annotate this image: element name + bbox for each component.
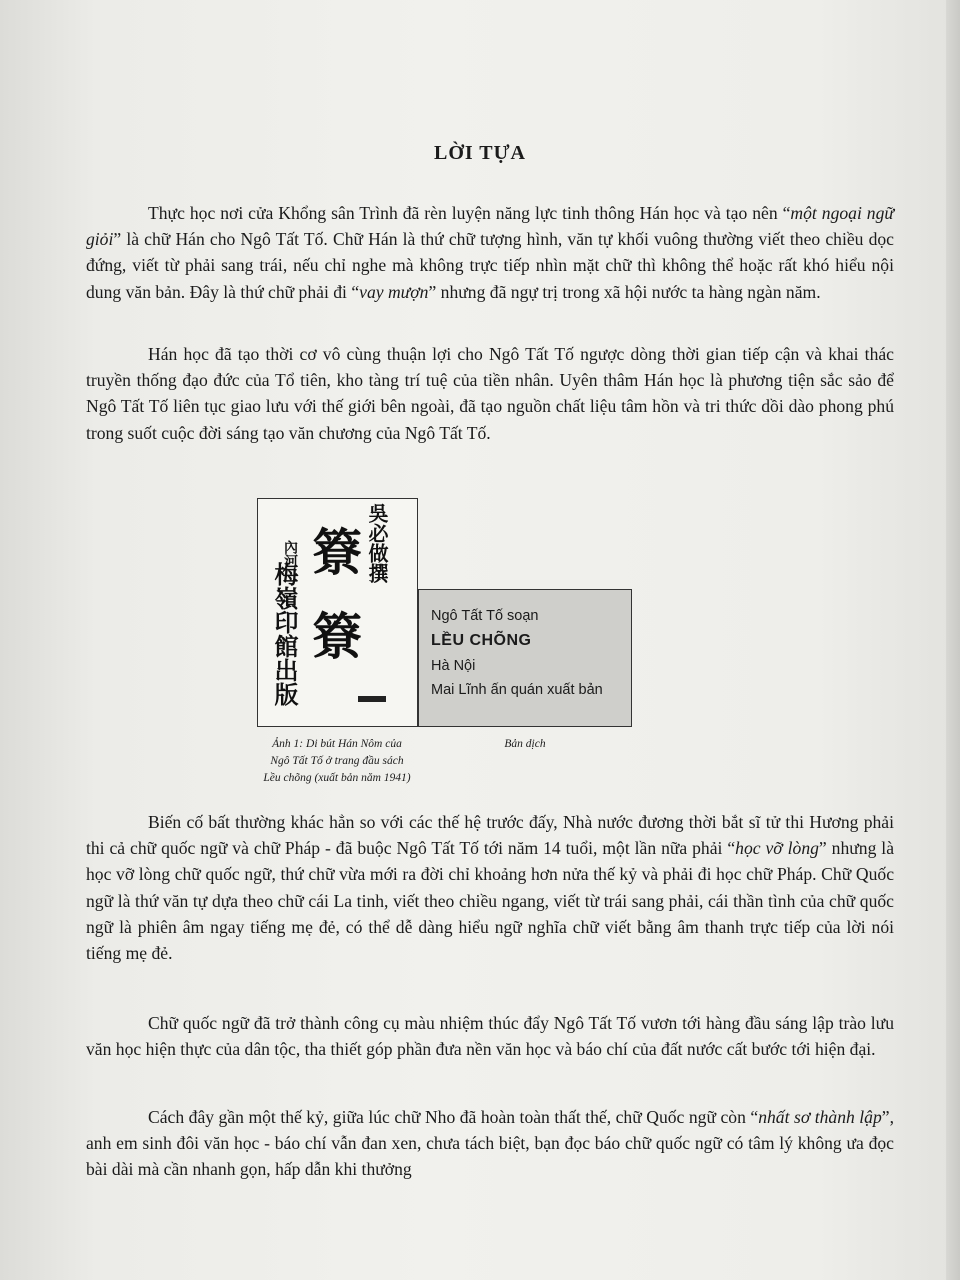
paragraph-1 xyxy=(86,200,894,305)
caption-left-line-1: Ảnh 1: Di bút Hán Nôm của xyxy=(272,738,402,750)
han-title-char-2: 簝 xyxy=(312,607,362,666)
paragraph-3-italic-1: học vỡ lòng xyxy=(735,838,819,859)
caption-left-line-3: Lều chõng (xuất bản năm 1941) xyxy=(263,772,411,784)
han-title-char-1: 簝 xyxy=(312,523,362,582)
translation-title: LỀU CHÕNG xyxy=(431,632,532,649)
caption-left xyxy=(232,736,442,787)
paragraph-1-text-a: Thực học nơi cửa Khổng sân Trình đã rèn luyện năng lực tinh thông Hán học và tạo nên “ xyxy=(148,203,791,223)
paragraph-4-text: Chữ quốc ngữ đã trở thành công cụ màu nhiệm thúc đẩy Ngô Tất Tố vươn tới hàng đầu sáng lập trào lưu văn học hiện thực của dân tộc, tha thiết góp phần đưa nền văn học và báo chí của đất nước cất bước tới hiện đại. xyxy=(86,1013,894,1060)
caption-right: Bản dịch xyxy=(504,738,546,750)
paragraph-2 xyxy=(86,341,894,446)
translation-author: Ngô Tất Tố soạn xyxy=(431,608,539,624)
paragraph-5-text-b: ”, anh em sinh đôi văn học - báo chí vẫn đan xen, chưa tách biệt, bạn đọc báo chữ quốc ngữ có tâm lý không ưa đọc bài dài mà cần nhanh gọn, hấp dẫn khi thưởng xyxy=(86,1107,894,1180)
paragraph-3-text-a: Biến cố bất thường khác hẳn so với các thế hệ trước đấy, Nhà nước đương thời bắt sĩ tử thi Hương phải thi cả chữ quốc ngữ và chữ Pháp - đã buộc Ngô Tất Tố tới năm 14 tuổi, một lần nữa phải “ xyxy=(86,812,894,859)
translation-publisher: Mai Lĩnh ấn quán xuất bản xyxy=(431,682,603,698)
han-publisher: 梅嶺印館出版 xyxy=(270,562,299,706)
paragraph-5 xyxy=(86,1104,894,1183)
paragraph-3-text-b: ” nhưng là học vỡ lòng chữ quốc ngữ, thứ chữ vừa mới ra đời chỉ khoảng hơn nửa thế kỷ và phải đi học chữ Pháp. Chữ Quốc ngữ là thứ văn tự dựa theo chữ cái La tinh, viết theo chiều ngang, viết từ trái sang phải, cái thần tình của chữ quốc ngữ là phiên âm ngay tiếng mẹ đẻ, có thể dễ dàng hiểu ngữ nghĩa chữ viết bằng âm thanh trực tiếp của lời nói tiếng mẹ đẻ. xyxy=(86,838,895,964)
paragraph-3 xyxy=(86,809,894,966)
paragraph-2-text: Hán học đã tạo thời cơ vô cùng thuận lợi cho Ngô Tất Tố ngược dòng thời gian tiếp cận và khai thác truyền thống đạo đức của Tổ tiên, kho tàng trí tuệ của tiền nhân. Uyên thâm Hán học là phương tiện sắc sảo để Ngô Tất Tố liên tục giao lưu với thế giới bên ngoài, đã tạo nguồn chất liệu tâm hồn và tri thức dồi dào phong phú trong suốt cuộc đời sáng tạo văn chương của Ngô Tất Tố. xyxy=(86,344,894,443)
paragraph-1-italic-1: một ngoại ngữ giỏi xyxy=(86,203,895,250)
paragraph-1-text-b: ” là chữ Hán cho Ngô Tất Tố. Chữ Hán là thứ chữ tượng hình, văn tự khối vuông thường viết theo chiều dọc đứng, viết từ phải sang trái, nếu chỉ nghe mà không trực tiếp nhìn mặt chữ thì không thể hoặc rất khó hiểu nội dung văn bản. Đây là thứ chữ phải đi “ xyxy=(86,229,894,302)
paragraph-1-text-c: ” nhưng đã ngự trị trong xã hội nước ta hàng ngàn năm. xyxy=(428,281,821,302)
paragraph-5-text-a: Cách đây gần một thế kỷ, giữa lúc chữ Nho đã hoàn toàn thất thế, chữ Quốc ngữ còn “ xyxy=(148,1107,759,1127)
han-col-author xyxy=(366,503,387,583)
translation-box xyxy=(418,589,632,727)
paragraph-4 xyxy=(86,1010,894,1062)
caption-left-line-2: Ngô Tất Tố ở trang đầu sách xyxy=(270,755,404,767)
han-place: 內河 xyxy=(282,540,298,568)
seal-mark xyxy=(358,696,386,702)
paragraph-1-italic-2: vay mượn xyxy=(359,281,429,302)
han-author-text: 吳必做撰 xyxy=(365,503,389,583)
translation-place: Hà Nội xyxy=(431,658,476,674)
paragraph-5-italic-1: nhất sơ thành lập xyxy=(758,1107,882,1127)
page-title: LỜI TỰA xyxy=(433,142,527,164)
page-edge xyxy=(946,0,960,1280)
